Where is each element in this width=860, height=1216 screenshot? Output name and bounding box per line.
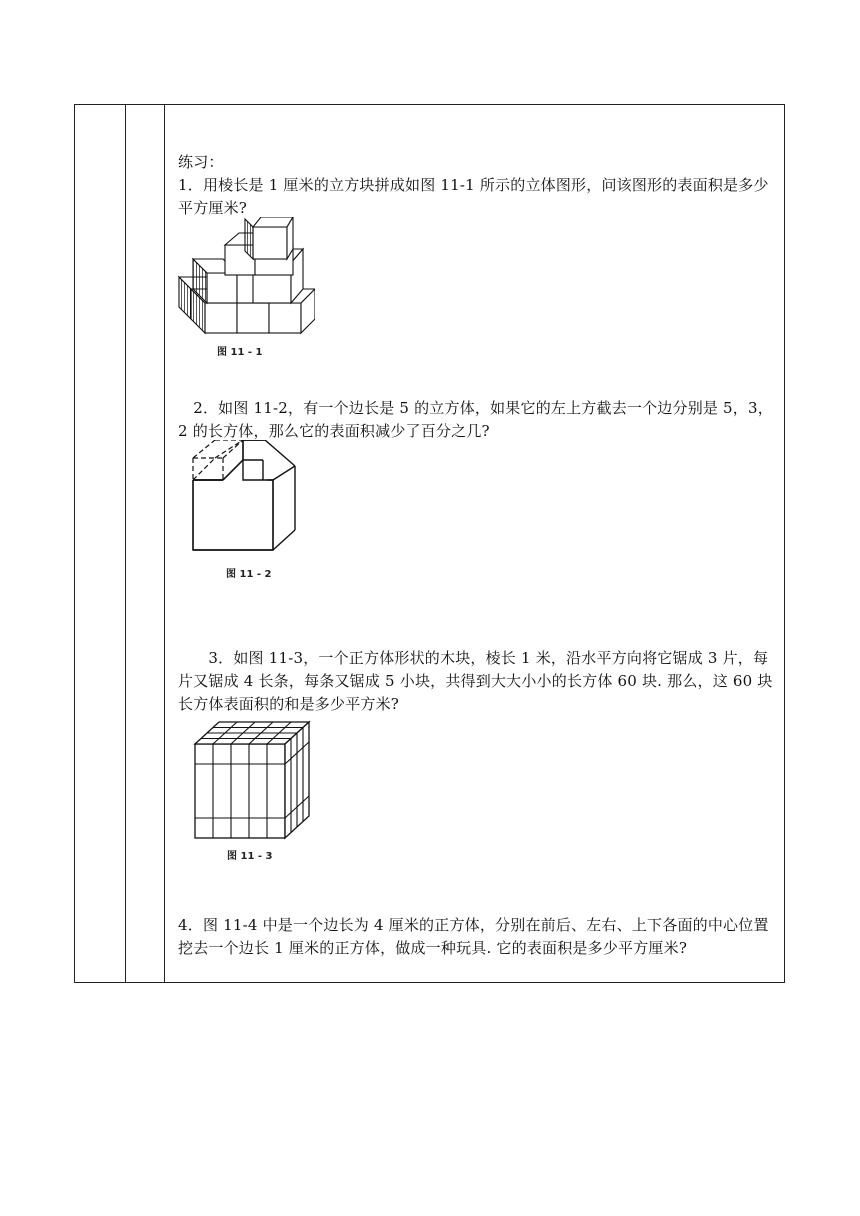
figure-11-2-cut-cube — [189, 440, 319, 560]
figure-11-3-sawed-cube — [191, 720, 321, 842]
practice-content-cell — [171, 105, 778, 982]
worksheet-table — [74, 104, 785, 983]
figure-11-1-caption: 图 11 - 1 — [217, 347, 263, 358]
question-3-text: 3．如图 11-3，一个正方体形状的木块，棱长 1 米，沿水平方向将它锯成 3 片，每片又锯成 4 长条，每条又锯成 5 小块，共得到大大小小的长方体 60 块. 那么，这 60 块长方体表面积的和是多少平方米? — [178, 649, 773, 713]
question-4-text: 4．图 11-4 中是一个边长为 4 厘米的正方体，分别在前后、左右、上下各面的中心位置挖去一个边长 1 厘米的正方体，做成一种玩具. 它的表面积是多少平方厘米? — [178, 916, 769, 957]
figure-11-1-cube-stack — [175, 217, 315, 357]
figure-11-2-caption: 图 11 - 2 — [226, 569, 272, 580]
figure-11-3-caption: 图 11 - 3 — [227, 851, 273, 862]
column-divider-2 — [164, 105, 165, 982]
question-2-text: 2．如图 11-2，有一个边长是 5 的立方体，如果它的左上方截去一个边分别是 5，3，2 的长方体，那么它的表面积减少了百分之几? — [178, 399, 773, 440]
practice-heading: 练习： — [178, 153, 224, 171]
column-divider-1 — [125, 105, 126, 982]
question-1-text: 1．用棱长是 1 厘米的立方块拼成如图 11-1 所示的立体图形，问该图形的表面积是多少平方厘米? — [178, 176, 769, 217]
